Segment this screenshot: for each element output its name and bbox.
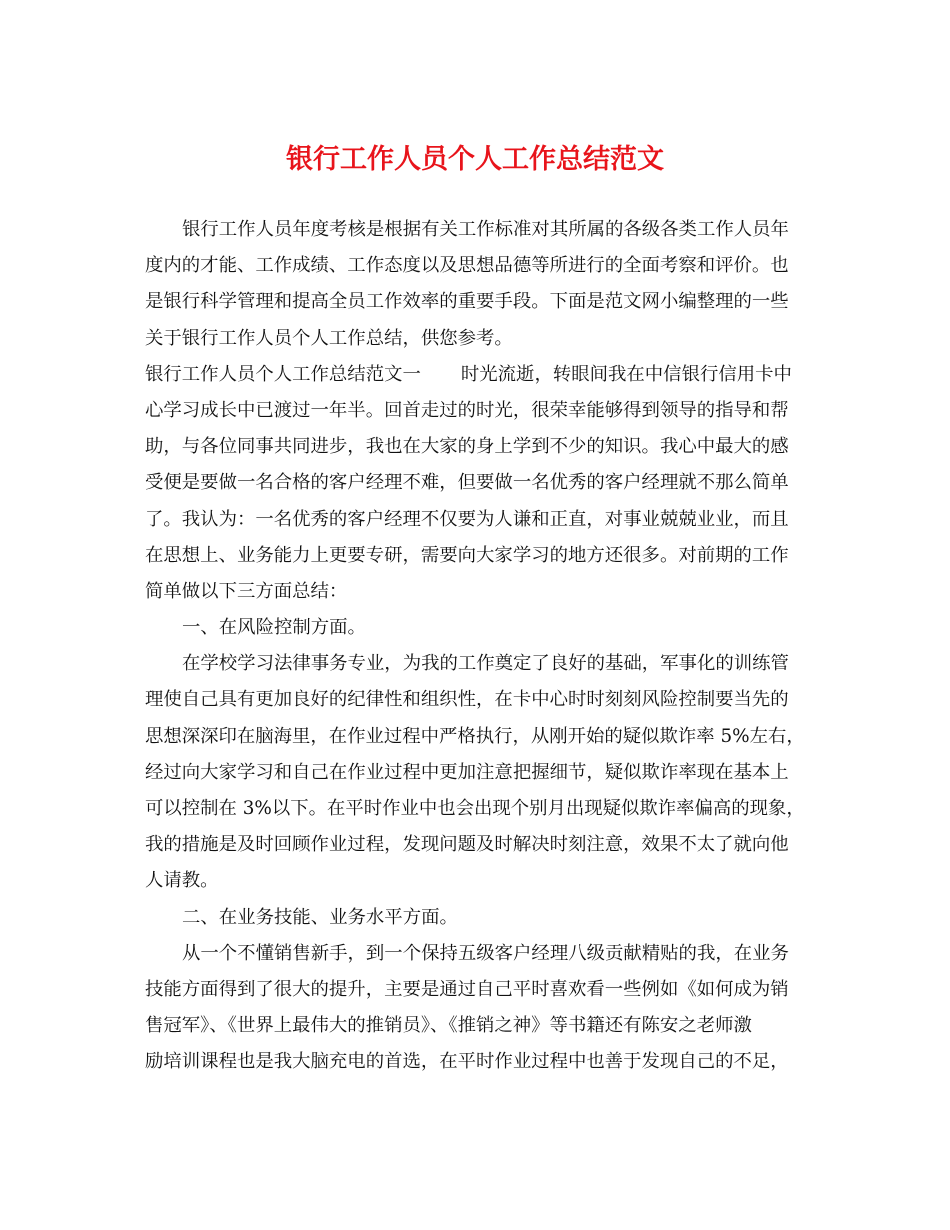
text-line: 银行工作人员年度考核是根据有关工作标准对其所属的各级各类工作人员年 (182, 219, 789, 240)
text-line: 在学校学习法律事务专业，为我的工作奠定了良好的基础，军事化的训练管 (182, 653, 789, 675)
text-line: 励培训课程也是我大脑充电的首选，在平时作业过程中也善于发现自己的不足， (145, 1051, 789, 1073)
text-line: 理使自己具有更加良好的纪律性和组织性，在卡中心时时刻刻风险控制要当先的 (145, 689, 789, 711)
text-line-with-section-heading (145, 357, 805, 393)
text-line: 可以控制在 3%以下。在平时作业中也会出现个别月出现疑似欺诈率偏高的现象， (145, 798, 805, 819)
text-line: 经过向大家学习和自己在作业过程中更加注意把握细节，疑似欺诈率现在基本上 (145, 761, 789, 783)
subsection-heading: 一、在风险控制方面。 (182, 617, 366, 639)
text-line: 受便是要做一名合格的客户经理不难，但要做一名优秀的客户经理就不那么简单 (145, 472, 789, 494)
text-line: 是银行科学管理和提高全员工作效率的重要手段。下面是范文网小编整理的一些 (145, 291, 789, 313)
document-title: 银行工作人员个人工作总结范文 (286, 144, 664, 175)
document-body (145, 212, 805, 1081)
text-line: 从一个不懂销售新手，到一个保持五级客户经理八级贡献精贴的我，在业务 (182, 942, 789, 964)
text-line: 人请教。 (145, 870, 219, 892)
section-text: 时光流逝，转眼间我在中信银行信用卡中 (460, 363, 792, 385)
section-heading: 银行工作人员个人工作总结范文一 (145, 363, 421, 385)
text-line: 思想深深印在脑海里，在作业过程中严格执行，从刚开始的疑似欺诈率 5%左右， (145, 725, 805, 747)
text-line: 关于银行工作人员个人工作总结，供您参考。 (145, 327, 513, 349)
text-line: 助，与各位同事共同进步，我也在大家的身上学到不少的知识。我心中最大的感 (145, 436, 789, 458)
text-line: 度内的才能、工作成绩、工作态度以及思想品德等所进行的全面考察和评价。也 (145, 255, 789, 277)
text-line: 心学习成长中已渡过一年半。回首走过的时光，很荣幸能够得到领导的指导和帮 (145, 399, 789, 421)
text-line: 在思想上、业务能力上更要专研，需要向大家学习的地方还很多。对前期的工作 (145, 544, 789, 566)
subsection-heading: 二、在业务技能、业务水平方面。 (182, 906, 458, 928)
text-line: 简单做以下三方面总结： (145, 580, 348, 602)
text-line: 技能方面得到了很大的提升，主要是通过自己平时喜欢看一些例如《如何成为销 (145, 978, 789, 1000)
text-line: 售冠军》、《世界上最伟大的推销员》、《推销之神》等书籍还有陈安之老师激 (145, 1015, 752, 1037)
text-line: 了。我认为：一名优秀的客户经理不仅要为人谦和正直，对事业兢兢业业，而且 (145, 508, 789, 530)
text-line: 我的措施是及时回顾作业过程，发现问题及时解决时刻注意，效果不太了就向他 (145, 834, 789, 856)
